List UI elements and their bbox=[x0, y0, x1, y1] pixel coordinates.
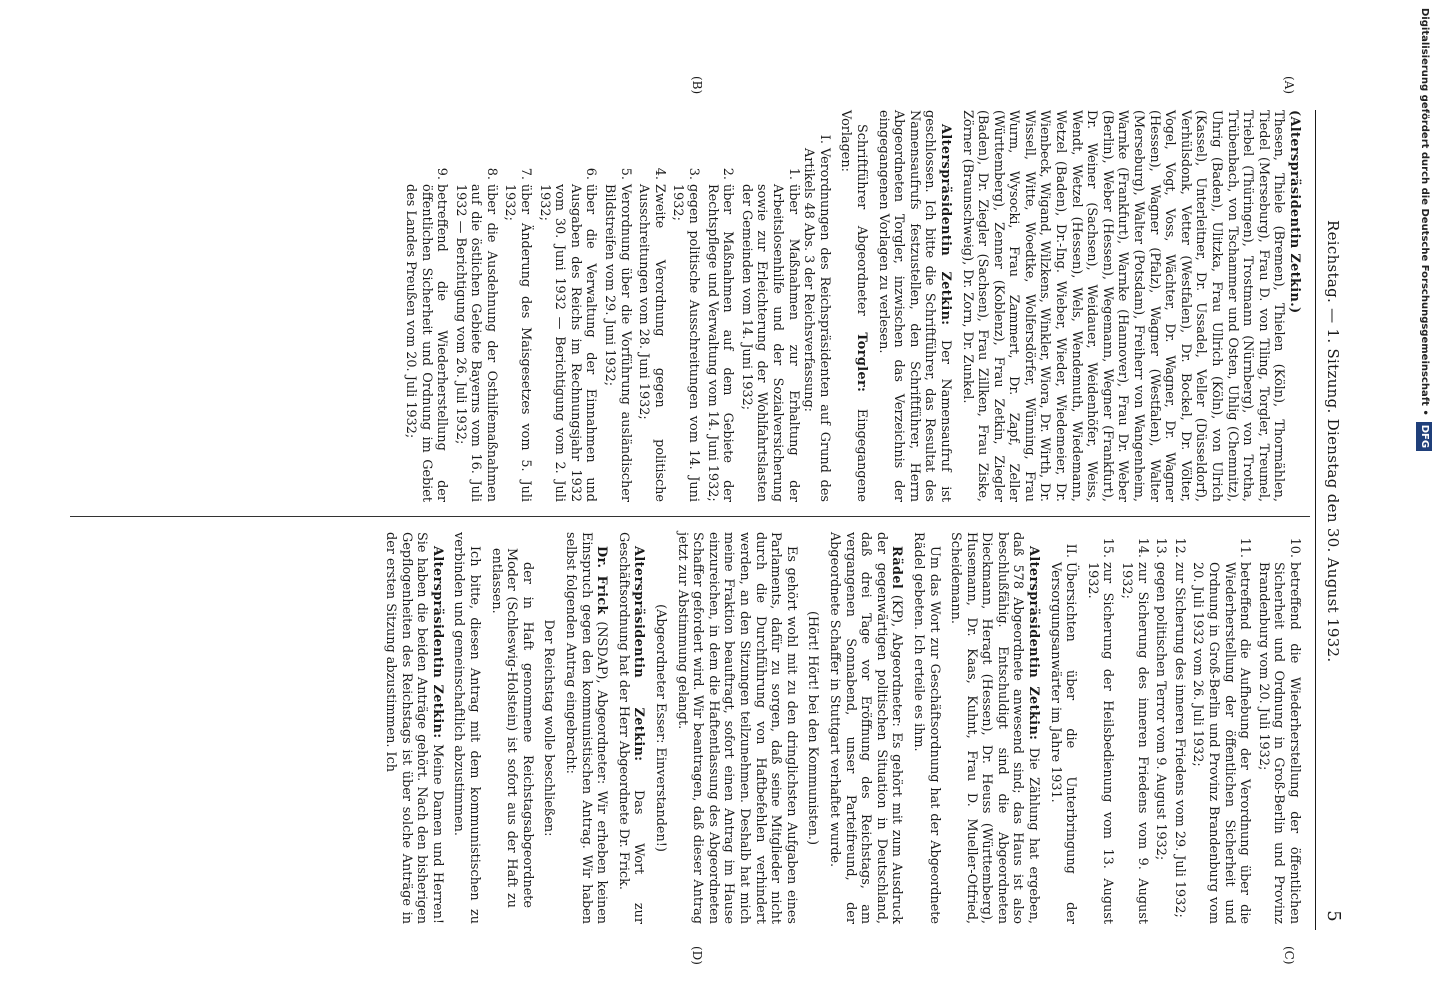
paragraph bbox=[959, 110, 1302, 502]
speaker-label: Alterspräsidentin Zetkin: bbox=[429, 546, 445, 739]
paragraph-text: Das Wort zur Geschäftsordnung hat der Herr Abgeordnete Dr. Frick. bbox=[615, 532, 647, 924]
running-header bbox=[1315, 110, 1344, 930]
motion-quote: Der Reichstag wolle beschließen: bbox=[541, 619, 557, 837]
paragraph-text: Um das Wort zur Geschäftsordnung hat der Abgeordnete Rädel gebeten. Ich erteile es ihm. bbox=[910, 532, 942, 924]
dfg-badge: DFG bbox=[1416, 422, 1432, 451]
paragraph bbox=[826, 532, 904, 924]
paragraph bbox=[838, 110, 869, 502]
list-item: 5. Verordnung über die Vorführung ausländischer Bildstreifen vom 29. Juni 1932; bbox=[601, 184, 632, 502]
list-item: 2. über Maßnahmen auf dem Gebiete der Rechtspflege und Verwaltung vom 14. Juni 1932; bbox=[704, 184, 735, 502]
list-item: 3. gegen politische Ausschreitungen vom 14. Juni 1932; bbox=[670, 184, 701, 502]
left-column bbox=[396, 110, 1302, 502]
margin-mark-d: (D) bbox=[690, 946, 704, 965]
paragraph-text: Es gehört mit zum Ausdruck der gegenwärtigen politischen Situation in Deutschland, daß drei Tage vor Eröffnung des Reichstags, am vergangenen Sonnabend, unser Parteifreund, der Abgeordnete Schaffer in Stuttgart verhaftet wurde. bbox=[826, 532, 905, 924]
list-item: 11. betreffend die Aufhebung der Verordnung über die Wiederherstellung der öffentlichen Sicherheit und Ordnung in Groß-Berlin und Provinz Brandenburg vom 20. Juli 1932 vom 26. Juli 1932; bbox=[1190, 562, 1252, 924]
paragraph-text: Es gehört wohl mit zu den dringlichsten Aufgaben eines Parlaments, dafür zu sorgen, daß seine Mitglieder nicht durch die Durchführung von Haftbefehlen verhindert werden, an den Sitzungen teilzunehmen. Deshalb hat mich meine Fraktion beauftragt, sofort einen Antrag im Hause einzureichen, in dem die Haftentlassung des Abgeordneten Schaffer gefordert wird. Wir beantragen, daß dieser Antrag jetzt zur Abstimmung gelangt. bbox=[674, 532, 799, 924]
interjection: (Abgeordneter Esser: Einverstanden!) bbox=[653, 604, 669, 852]
paragraph bbox=[910, 532, 941, 924]
page-content bbox=[64, 76, 1344, 965]
list-item: 6. über die Verwaltung der Einnahmen und Ausgaben des Reichs im Rechnungsjahr 1932 vom 30. Juni 1932 — Berichtigung vom 2. Juli 1932; bbox=[536, 184, 598, 502]
list-item: 10. betreffend die Wiederherstellung der öffentlichen Sicherheit und Ordnung in Groß-Berlin und Provinz Brandenburg vom 20. Juli 1932; bbox=[1255, 562, 1302, 924]
speaker-label: Dr. Frick bbox=[594, 546, 610, 615]
roman-list-continued bbox=[1047, 532, 1078, 924]
interjection: (Hört! Hört! bei den Kommunisten.) bbox=[805, 610, 821, 845]
list-item-text: Verordnungen des Reichspräsidenten auf Grund des Artikels 48 Abs. 3 der Reichsverfassung: bbox=[801, 148, 832, 502]
digitization-credit bbox=[1416, 8, 1432, 988]
paragraph-text: Thesen, Thiele (Bremen), Thielen (Köln), Thormählen, Tiedel (Merseburg), Frau D. von Tiling, Torgler, Treumel, Triebel (Thüringen), Trostmann (Nürnberg), von Trotha, Trübenbach, von Tschammer und Osten, Uhlig (Chemnitz), Uhrig (Baden), Ulitzka, Frau Ullrich (Köln), von Ulrich (Kassel), Unterleitner, Dr. Ussadel, Veller (Düsseldorf), Verhülsdonk, Vetter (Westfalen), Dr. Bockel, Dr. Völter, Vogel, Vogt, Voss, Wächter, Dr. Wagner, Dr. Wagner (Hessen), Wagner (Pfalz), Wagner (Westfalen), Walter (Merseburg), Walter (Potsdam), Freiherr von Wangenheim, Warnke (Frankfurt), Warnke (Hannover), Frau Dr. Weber (Berlin), Weber (Hessen), Wegemann, Wegner (Frankfurt), Dr. Weiner (Sachsen), Weidauer, Weidenhöfer, Weiss, Wendt, Wetzel (Hessen), Wels, Wendemuth, Wiedemann, Wetzel (Baden), Dr.-Ing. Wieber, Wieder, Wiedemeier, Dr. Wienbeck, Wigand, Wilzkens, Winkler, Wiora, Dr. Wirth, Dr. Wissell, Witte, Woedtke, Wolfersdörfer, Wünning, Frau Wurm, Wysocki, Frau Zammert, Dr. Zapf, Zeller (Württemberg), Zenner (Koblenz), Frau Zetkin, Ziegler (Baden), Dr. Ziegler (Sachsen), Frau Zillken, Frau Ziske, Zörner (Braunschweig), Dr. Zorn, Dr. Zunkel. bbox=[959, 110, 1287, 502]
column-divider bbox=[70, 516, 1310, 517]
list-item: 15. zur Sicherung der Heilsbedienung vom 13. August 1932. bbox=[1084, 562, 1115, 924]
numbered-list-continued bbox=[1084, 532, 1302, 924]
credit-text-wrap bbox=[1416, 8, 1432, 988]
right-column bbox=[377, 532, 1302, 924]
margin-mark-c: (C) bbox=[1282, 946, 1296, 965]
paragraph-text: Meine Damen und Herren! Sie haben die beiden Anträge gehört. Nach den bisherigen Gepflogenheiten des Reichstags ist über solche Anträge in der ersten Sitzung abzustimmen. Ich bbox=[383, 532, 445, 924]
speaker-label: Alterspräsidentin Zetkin: bbox=[937, 124, 953, 326]
speaker-party: (KP), Abgeordneter: bbox=[889, 594, 905, 727]
paragraph-text: (NSDAP), Abgeordneter: Wir erheben keinen Einspruch gegen den kommunistischen Antrag. Wir haben selbst folgenden Antrag eingebracht: bbox=[563, 532, 610, 925]
paragraph-text: Ich bitte, diesen Antrag mit dem kommunistischen zu verbinden und gemeinschaftlich abzustimmen. bbox=[451, 532, 483, 924]
list-item: 14. zur Sicherung des inneren Friedens vom 9. August 1932; bbox=[1118, 562, 1149, 924]
list-item: 8. über die Ausdehnung der Osthilfemaßnahmen auf die östlichen Gebiete Bayerns vom 16. Juli 1932 — Berichtigung vom 26. Juli 1932; bbox=[452, 184, 499, 502]
list-item: 9. betreffend die Wiederherstellung der öffentlichen Sicherheit und Ordnung im Gebiet des Landes Preußen vom 20. Juli 1932; bbox=[402, 184, 449, 502]
speaker-intro: Schriftführer Abgeordneter bbox=[853, 124, 869, 316]
paragraph-text: Die Zählung hat ergeben, daß 578 Abgeordnete anwesend sind; das Haus ist also beschlußfähig. Entschuldigt sind die Abgeordneten Dieckmann, Heragt (Hessen), Dr. Heuss (Württemberg), Husemann, Dr. Kaas, Kuhnt, Frau D. Mueller-Otfried, Scheidemann. bbox=[948, 532, 1042, 924]
motion-quote: der in Haft genommene Reichstagsabgeordnete Moder (Schleswig-Holstein) ist sofort aus der Haft zu entlassen. bbox=[488, 548, 535, 908]
list-item bbox=[402, 148, 831, 502]
paragraph bbox=[451, 532, 482, 924]
paragraph bbox=[383, 532, 445, 924]
running-title: Reichstag. — 1. Sitzung. Dienstag den 30. August 1932. bbox=[1324, 220, 1342, 663]
list-item: 12. zur Sicherung des inneren Friedens vom 29. Juli 1932; bbox=[1171, 562, 1187, 924]
credit-text: Digitalisierung gefördert durch die Deutsche Forschungsgemeinschaft • bbox=[1419, 8, 1430, 416]
speaker-label: (Alterspräsidentin Zetkin.) bbox=[1287, 110, 1302, 314]
paragraph bbox=[674, 532, 799, 924]
speaker-label: Alterspräsidentin Zetkin: bbox=[631, 546, 647, 762]
speaker-label: Torgler: bbox=[853, 332, 869, 393]
paragraph bbox=[875, 110, 953, 502]
paragraph bbox=[948, 532, 1042, 924]
margin-mark-a: (A) bbox=[1282, 76, 1296, 95]
paragraph-text: Eingegangene Vorlagen: bbox=[838, 110, 869, 502]
paragraph bbox=[562, 532, 609, 924]
list-item: 13. gegen politischen Terror vom 9. August 1932; bbox=[1153, 562, 1169, 924]
list-item: 1. über Maßnahmen zur Erhaltung der Arbeitslosenhilfe und der Sozialversicherung sowie zur Erleichterung der Wohlfahrtslasten der Gemeinden vom 14. Juni 1932; bbox=[738, 184, 800, 502]
margin-mark-b: (B) bbox=[690, 76, 704, 95]
paragraph bbox=[615, 532, 646, 924]
speaker-label: Alterspräsidentin Zetkin: bbox=[1026, 546, 1042, 741]
list-item: 7. über Änderung des Maisgesetzes vom 5. Juli 1932; bbox=[502, 184, 533, 502]
roman-list bbox=[402, 110, 831, 502]
list-item: II. Übersichten über die Unterbringung der Versorgungsanwärter im Jahre 1931. bbox=[1047, 562, 1078, 924]
numbered-list bbox=[402, 148, 800, 502]
page-number: 5 bbox=[1323, 910, 1344, 922]
list-item: 4. Zweite Verordnung gegen politische Ausschreitungen vom 28. Juni 1932; bbox=[636, 184, 667, 502]
speaker-label: Rädel bbox=[889, 546, 905, 590]
paragraph-text: Der Namensaufruf ist geschlossen. Ich bitte die Schriftführer, das Resultat des Namensaufrufs festzustellen, den Schriftführer, Herrn Abgeordneten Torgler, inzwischen das Verzeichnis der eingegangenen Vorlagen zu verlesen. bbox=[875, 110, 953, 502]
